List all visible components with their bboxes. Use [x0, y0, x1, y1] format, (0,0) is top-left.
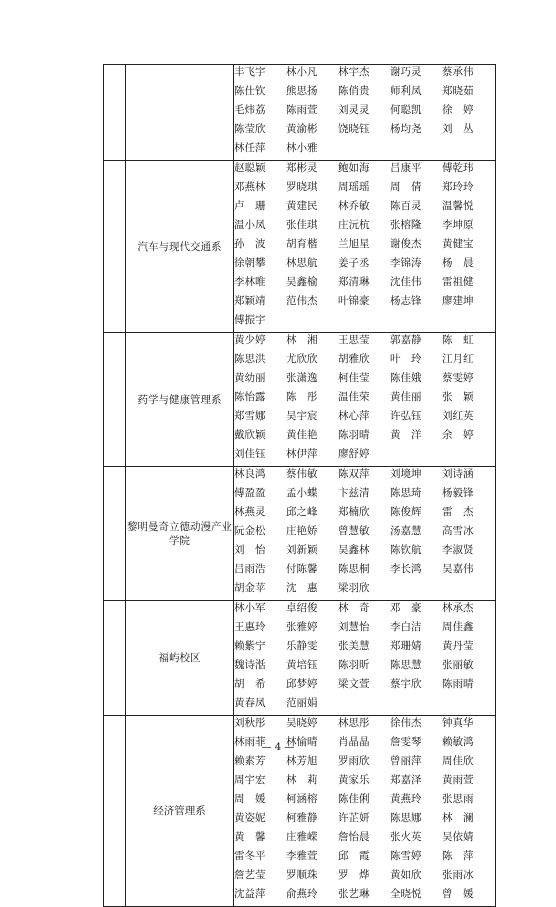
- student-name: 林燕灵: [234, 506, 266, 518]
- student-name: 刘新颖: [286, 544, 318, 556]
- department-name: 福屿校区: [126, 601, 234, 716]
- student-name: 黄春凤: [234, 697, 266, 709]
- student-name: 吴晓婷: [286, 717, 318, 729]
- student-name: 刘红英: [442, 410, 474, 422]
- student-name: 孟小蝶: [286, 487, 318, 499]
- student-name: 郑楠欣: [338, 506, 370, 518]
- student-names: [234, 467, 496, 601]
- section-row: [104, 467, 496, 601]
- student-name: 叶 玲: [390, 353, 422, 365]
- student-name: 张榕隆: [390, 219, 422, 231]
- student-name: 吴鑫林: [338, 544, 370, 556]
- student-name: 刘诗涵: [442, 468, 474, 480]
- section-row: [104, 333, 496, 467]
- student-name: 杨 晨: [442, 257, 474, 269]
- page-number: — 4 —: [261, 742, 295, 753]
- student-name: 吕雨浩: [234, 563, 266, 575]
- student-name: 肖晶晶: [338, 736, 370, 748]
- student-name: 黄燕玲: [390, 793, 422, 805]
- student-name: 张思雨: [442, 793, 474, 805]
- student-name: 沈益萍: [234, 888, 266, 900]
- student-name: 毛炜荔: [234, 104, 266, 116]
- student-name: 姜子丞: [338, 257, 370, 269]
- student-name: 林乔敏: [338, 200, 370, 212]
- student-name: 傅乾玮: [442, 162, 474, 174]
- student-name: 林愉晴: [286, 736, 318, 748]
- student-name: 詹艺莹: [234, 869, 266, 881]
- student-name: 许弘钰: [390, 410, 422, 422]
- student-name: 蔡宇欣: [390, 678, 422, 690]
- student-name: 丰飞宇: [234, 66, 266, 78]
- student-name: 林 湘: [286, 334, 318, 346]
- student-name: 张佳琪: [286, 219, 318, 231]
- student-name: 卞兹清: [338, 487, 370, 499]
- student-name: 李淑贤: [442, 544, 474, 556]
- student-name: 林思航: [286, 257, 318, 269]
- department-name: 汽车与现代交通系: [126, 161, 234, 333]
- student-name: 刘佳钰: [234, 448, 266, 460]
- student-name: 林小军: [234, 602, 266, 614]
- student-name: 邱梦婷: [286, 678, 318, 690]
- student-name: 廖建坤: [442, 295, 474, 307]
- student-name: 林承杰: [442, 602, 474, 614]
- student-name: 张火英: [390, 831, 422, 843]
- department-name: 黎明曼奇立德动漫产业学院: [126, 467, 234, 601]
- student-name: 陈思娜: [390, 812, 422, 824]
- student-name: 卓绍俊: [286, 602, 318, 614]
- student-name: 黄如欣: [390, 869, 422, 881]
- student-name: 刘 怡: [234, 544, 266, 556]
- student-name: 梁文萱: [338, 678, 370, 690]
- student-name: 饶晓钰: [338, 123, 370, 135]
- student-name: 周宇宏: [234, 774, 266, 786]
- student-name: 林良鸿: [234, 468, 266, 480]
- student-name: 林任萍: [234, 142, 266, 154]
- student-name: 邱 霞: [338, 850, 370, 862]
- blank-cell: [104, 65, 126, 161]
- student-name: 詹怡晨: [338, 831, 370, 843]
- student-name: 徐朝攀: [234, 257, 266, 269]
- student-name: 赖素芳: [234, 755, 266, 767]
- student-name: 曾 媛: [442, 888, 474, 900]
- student-name: 俞燕玲: [286, 888, 318, 900]
- student-name: 陈佳俐: [338, 793, 370, 805]
- student-name: 陈俏贵: [338, 85, 370, 97]
- student-name: 廖舒婷: [338, 448, 370, 460]
- student-name: 高雪冰: [442, 525, 474, 537]
- student-name: 陈思慧: [390, 659, 422, 671]
- student-names: [234, 161, 496, 333]
- student-name: 林小雅: [286, 142, 318, 154]
- student-name: 林 奇: [338, 602, 370, 614]
- student-name: 黄建民: [286, 200, 318, 212]
- student-name: 黄少婷: [234, 334, 266, 346]
- student-name: 王惠玲: [234, 621, 266, 633]
- student-name: 林思彤: [338, 717, 370, 729]
- student-name: 林雨菲: [234, 736, 266, 748]
- student-name: 梁羽欣: [338, 582, 370, 594]
- student-name: 张美慧: [338, 640, 370, 652]
- student-name: 沈 惠: [286, 582, 318, 594]
- student-name: 郭嘉静: [390, 334, 422, 346]
- student-name: 郑彬灵: [286, 162, 318, 174]
- student-name: 蔡伟敏: [286, 468, 318, 480]
- student-name: 林小凡: [286, 66, 318, 78]
- student-name: 兰旭星: [338, 238, 370, 250]
- student-name: 温佳荣: [338, 391, 370, 403]
- student-name: 叶锦豪: [338, 295, 370, 307]
- student-name: 曾慧敏: [338, 525, 370, 537]
- student-name: 陈百灵: [390, 200, 422, 212]
- student-name: 周佳鑫: [442, 621, 474, 633]
- student-names: [234, 601, 496, 716]
- student-name: 何聪凯: [390, 104, 422, 116]
- student-name: 黄雨萱: [442, 774, 474, 786]
- student-name: 刘 丛: [442, 123, 474, 135]
- name-list-table: [103, 64, 496, 907]
- department-name: [126, 65, 234, 161]
- student-name: 胡 希: [234, 678, 266, 690]
- student-name: 郑玲玲: [442, 181, 474, 193]
- student-name: 黄家乐: [338, 774, 370, 786]
- student-name: 陈雨晴: [442, 678, 474, 690]
- student-name: 邓 豪: [390, 602, 422, 614]
- student-name: 黄健宝: [442, 238, 474, 250]
- student-name: 陈雪婷: [390, 850, 422, 862]
- student-name: 陈 萍: [442, 850, 474, 862]
- section-row: [104, 65, 496, 161]
- student-name: 李白洁: [390, 621, 422, 633]
- student-name: 刘秋彤: [234, 717, 266, 729]
- student-name: 陈思桐: [338, 563, 370, 575]
- student-name: 林 莉: [286, 774, 318, 786]
- student-name: 陈双萍: [338, 468, 370, 480]
- section-row: [104, 161, 496, 333]
- student-name: 张雅婷: [286, 621, 318, 633]
- student-name: 陈莹欣: [234, 123, 266, 135]
- student-name: 陈仕钦: [234, 85, 266, 97]
- student-name: 戴欣颖: [234, 429, 266, 441]
- student-name: 周 倩: [390, 181, 422, 193]
- student-name: 汤嘉慧: [390, 525, 422, 537]
- student-name: 罗顺珠: [286, 869, 318, 881]
- student-name: 陈俊辉: [390, 506, 422, 518]
- student-name: 卢 珊: [234, 200, 266, 212]
- student-name: 詹雯琴: [390, 736, 422, 748]
- student-name: 陈 彤: [286, 391, 318, 403]
- student-name: 庄艳娇: [286, 525, 318, 537]
- student-name: 徐 婷: [442, 104, 474, 116]
- student-name: 孙 波: [234, 238, 266, 250]
- student-name: 杨志锋: [390, 295, 422, 307]
- student-name: 乐静雯: [286, 640, 318, 652]
- student-name: 庄沅杭: [338, 219, 370, 231]
- student-name: 罗晓琪: [286, 181, 318, 193]
- student-name: 付陈馨: [286, 563, 318, 575]
- student-name: 罗雨欣: [338, 755, 370, 767]
- student-name: 阮金松: [234, 525, 266, 537]
- blank-cell: [104, 333, 126, 467]
- student-name: 邓燕林: [234, 181, 266, 193]
- student-name: 刘慧怡: [338, 621, 370, 633]
- student-name: 钟真华: [442, 717, 474, 729]
- student-name: 郑珊婧: [390, 640, 422, 652]
- student-name: 陈思琦: [390, 487, 422, 499]
- student-name: 陈佳娥: [390, 372, 422, 384]
- student-name: 柯佳莹: [338, 372, 370, 384]
- student-name: 谢巧灵: [390, 66, 422, 78]
- student-names: [234, 65, 496, 161]
- student-name: 魏诗湉: [234, 659, 266, 671]
- student-name: 许芷妍: [338, 812, 370, 824]
- student-names: [234, 333, 496, 467]
- student-name: 余 婷: [442, 429, 474, 441]
- student-name: 张潇逸: [286, 372, 318, 384]
- student-name: 李坤原: [442, 219, 474, 231]
- department-name: 经济管理系: [126, 716, 234, 907]
- student-name: 赵聪颖: [234, 162, 266, 174]
- student-name: 王思莹: [338, 334, 370, 346]
- student-name: 陈钦航: [390, 544, 422, 556]
- student-name: 陈 虹: [442, 334, 474, 346]
- student-name: 吴依婧: [442, 831, 474, 843]
- student-name: 柯雅静: [286, 812, 318, 824]
- student-name: 张 颖: [442, 391, 474, 403]
- student-name: 张艺琳: [338, 888, 370, 900]
- student-name: 林宇杰: [338, 66, 370, 78]
- student-name: 吴宇宸: [286, 410, 318, 422]
- student-name: 李雅萱: [286, 850, 318, 862]
- student-name: 黄佳艳: [286, 429, 318, 441]
- student-name: 杨均尧: [390, 123, 422, 135]
- student-name: 全晓悦: [390, 888, 422, 900]
- student-name: 胡育楷: [286, 238, 318, 250]
- student-name: 郑嘉泽: [390, 774, 422, 786]
- student-name: 黄丹莹: [442, 640, 474, 652]
- student-name: 黄 洋: [390, 429, 422, 441]
- student-name: 吴嘉伟: [442, 563, 474, 575]
- student-name: 陈羽晴: [338, 429, 370, 441]
- student-name: 林心萍: [338, 410, 370, 422]
- section-row: [104, 601, 496, 716]
- student-name: 邱之峰: [286, 506, 318, 518]
- student-name: 周 媛: [234, 793, 266, 805]
- student-name: 曾丽萍: [390, 755, 422, 767]
- student-name: 李长鸿: [390, 563, 422, 575]
- blank-cell: [104, 601, 126, 716]
- student-name: 罗 烨: [338, 869, 370, 881]
- student-name: 雷冬平: [234, 850, 266, 862]
- student-name: 刘灵灵: [338, 104, 370, 116]
- student-name: 黄 馨: [234, 831, 266, 843]
- student-name: 林 澜: [442, 812, 474, 824]
- student-name: 赖紫宁: [234, 640, 266, 652]
- blank-cell: [104, 161, 126, 333]
- blank-cell: [104, 467, 126, 601]
- student-name: 庄雅嵘: [286, 831, 318, 843]
- student-name: 郑颖靖: [234, 295, 266, 307]
- student-name: 黄渝彬: [286, 123, 318, 135]
- student-name: 黄姿妮: [234, 812, 266, 824]
- student-name: 郑清琳: [338, 276, 370, 288]
- student-name: 陈思洪: [234, 353, 266, 365]
- student-name: 周瑶瑶: [338, 181, 370, 193]
- student-name: 柯涵榕: [286, 793, 318, 805]
- student-name: 范伟杰: [286, 295, 318, 307]
- department-name: 药学与健康管理系: [126, 333, 234, 467]
- name-list-body: [104, 65, 496, 907]
- student-name: 温馨悦: [442, 200, 474, 212]
- student-name: 黄培钰: [286, 659, 318, 671]
- student-name: 赖敏鸿: [442, 736, 474, 748]
- student-name: 鲍如海: [338, 162, 370, 174]
- student-name: 郑晓茹: [442, 85, 474, 97]
- student-name: 熊思扬: [286, 85, 318, 97]
- student-name: 周佳欣: [442, 755, 474, 767]
- student-name: 傅盈盈: [234, 487, 266, 499]
- student-name: 范丽娟: [286, 697, 318, 709]
- student-name: 蔡雯婷: [442, 372, 474, 384]
- student-name: 张雨冰: [442, 869, 474, 881]
- student-name: 黄幼丽: [234, 372, 266, 384]
- student-name: 李林唯: [234, 276, 266, 288]
- student-name: 林伊萍: [286, 448, 318, 460]
- student-name: 江月红: [442, 353, 474, 365]
- student-name: 陈怡露: [234, 391, 266, 403]
- student-name: 雷祖健: [442, 276, 474, 288]
- student-name: 杨毅锋: [442, 487, 474, 499]
- student-name: 胡金苹: [234, 582, 266, 594]
- student-name: 师利凤: [390, 85, 422, 97]
- student-name: 陈羽昕: [338, 659, 370, 671]
- student-name: 黄佳丽: [390, 391, 422, 403]
- student-name: 陈雨萱: [286, 104, 318, 116]
- student-name: 谢俊杰: [390, 238, 422, 250]
- student-name: 刘境坤: [390, 468, 422, 480]
- student-name: 徐伟杰: [390, 717, 422, 729]
- student-name: 温小凤: [234, 219, 266, 231]
- student-name: 尤欣欣: [286, 353, 318, 365]
- student-name: 傅振宇: [234, 314, 266, 326]
- student-name: 林芳旭: [286, 755, 318, 767]
- student-name: 蔡承伟: [442, 66, 474, 78]
- student-name: 雷 杰: [442, 506, 474, 518]
- student-name: 沈佳伟: [390, 276, 422, 288]
- student-name: 郑雪娜: [234, 410, 266, 422]
- student-name: 李锦涛: [390, 257, 422, 269]
- student-name: 张丽敏: [442, 659, 474, 671]
- student-name: 胡雅欣: [338, 353, 370, 365]
- student-name: 吕康平: [390, 162, 422, 174]
- student-name: 吴鑫榆: [286, 276, 318, 288]
